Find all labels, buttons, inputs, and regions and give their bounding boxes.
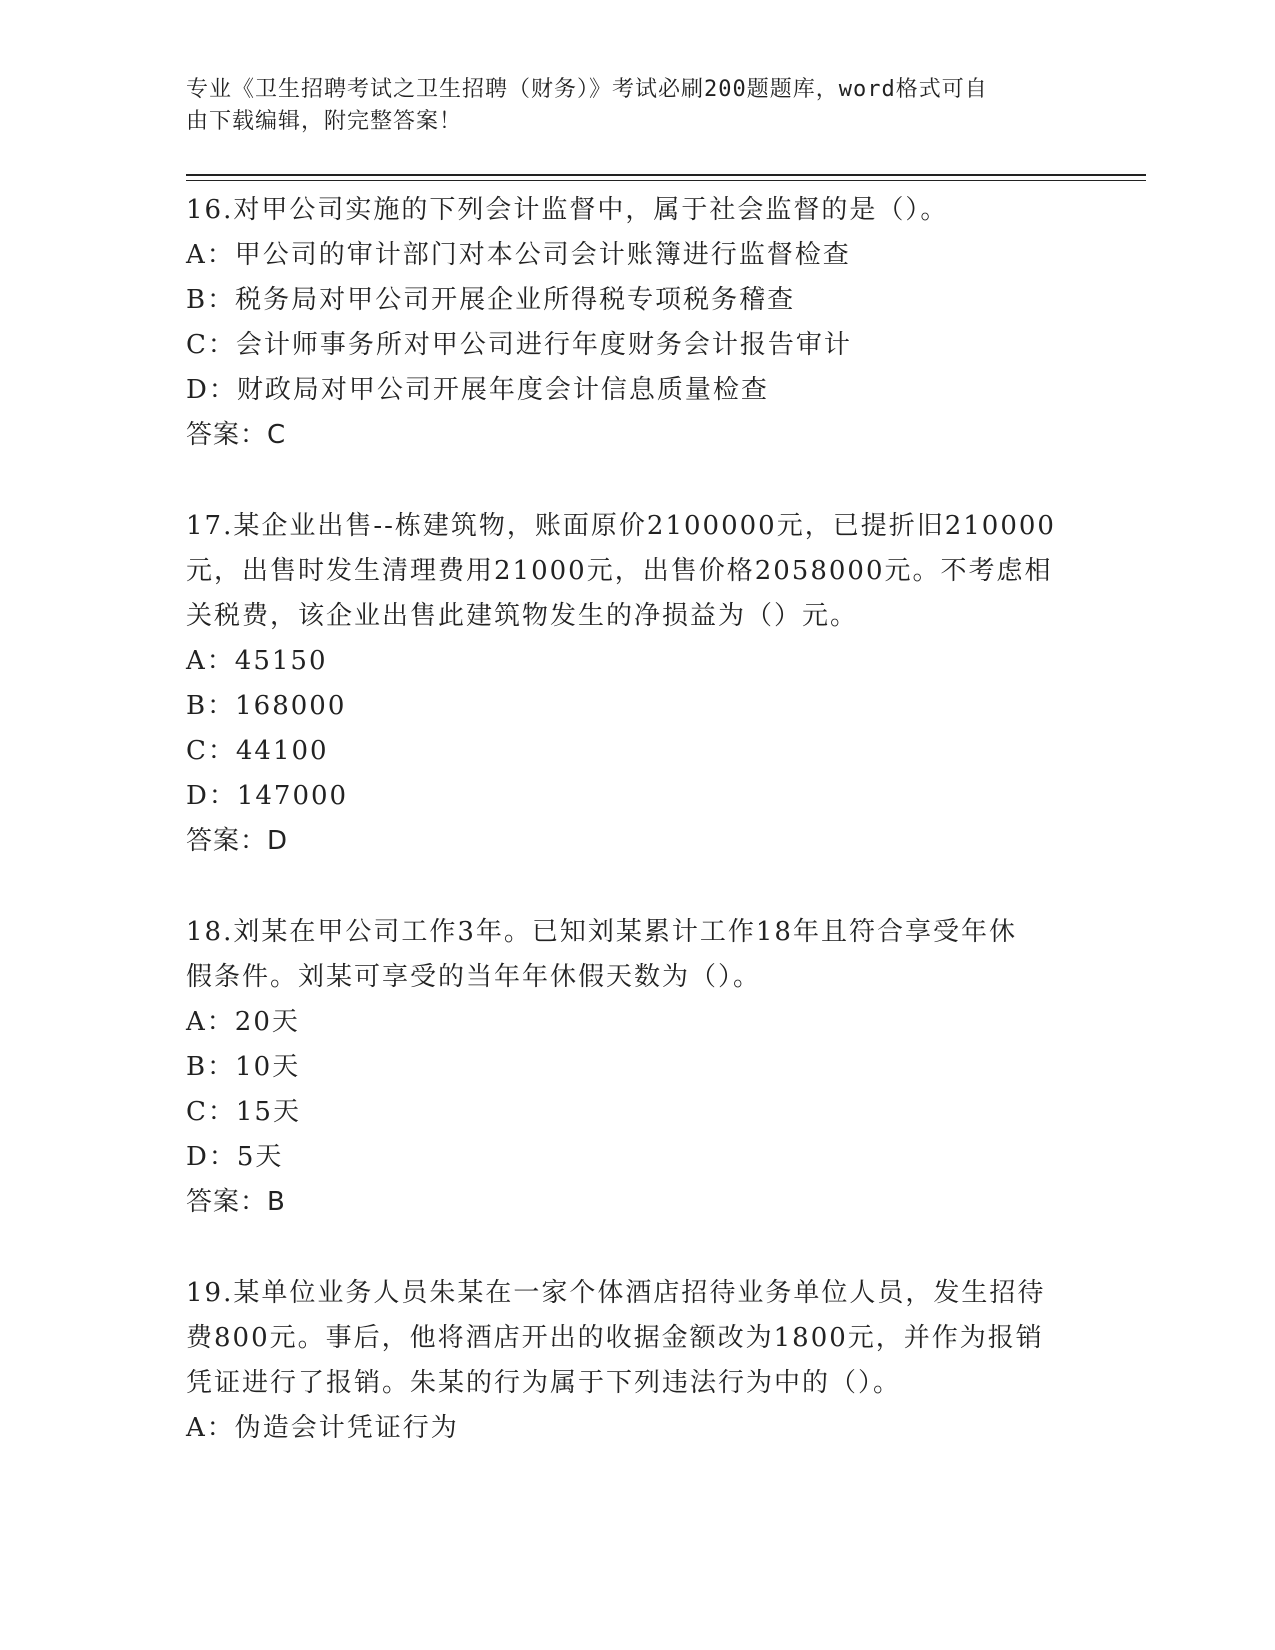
option-a: A：20天 <box>186 1007 300 1037</box>
question-16 <box>186 188 1076 458</box>
question-text: 假条件。刘某可享受的当年年休假天数为（）。 <box>186 962 762 992</box>
option-b: B：税务局对甲公司开展企业所得税专项税务稽查 <box>186 285 796 315</box>
question-list <box>186 188 1076 1451</box>
question-text: 凭证进行了报销。朱某的行为属于下列违法行为中的（）。 <box>186 1368 902 1398</box>
answer-label: 答案：C <box>186 420 287 450</box>
question-18 <box>186 910 1076 1225</box>
question-text: 19.某单位业务人员朱某在一家个体酒店招待业务单位人员，发生招待 <box>186 1278 1046 1308</box>
header-divider-thick <box>186 174 1146 176</box>
question-text: 费800元。事后，他将酒店开出的收据金额改为1800元，并作为报销 <box>186 1323 1044 1353</box>
question-text: 关税费，该企业出售此建筑物发生的净损益为（）元。 <box>186 601 859 631</box>
option-d: D：5天 <box>186 1142 284 1172</box>
option-c: C：会计师事务所对甲公司进行年度财务会计报告审计 <box>186 330 852 360</box>
question-text: 元，出售时发生清理费用21000元，出售价格2058000元。不考虑相 <box>186 556 1053 586</box>
option-a: A：甲公司的审计部门对本公司会计账簿进行监督检查 <box>186 240 851 270</box>
question-17 <box>186 504 1076 864</box>
header-line-1: 专业《卫生招聘考试之卫生招聘（财务）》考试必刷200题题库，word格式可自 <box>186 77 988 102</box>
document-header <box>186 74 1066 138</box>
option-c: C：44100 <box>186 736 329 766</box>
option-d: D：财政局对甲公司开展年度会计信息质量检查 <box>186 375 769 405</box>
question-text: 18.刘某在甲公司工作3年。已知刘某累计工作18年且符合享受年休 <box>186 917 1017 947</box>
answer-label: 答案：B <box>186 1187 286 1217</box>
question-text: 16.对甲公司实施的下列会计监督中，属于社会监督的是（）。 <box>186 195 949 225</box>
question-19 <box>186 1271 1076 1451</box>
option-d: D：147000 <box>186 781 349 811</box>
option-a: A：伪造会计凭证行为 <box>186 1413 459 1443</box>
header-divider-thin <box>186 180 1146 181</box>
answer-label: 答案：D <box>186 826 289 856</box>
option-a: A：45150 <box>186 646 328 676</box>
question-text: 17.某企业出售--栋建筑物，账面原价2100000元，已提折旧210000 <box>186 511 1056 541</box>
option-b: B：168000 <box>186 691 347 721</box>
option-b: B：10天 <box>186 1052 301 1082</box>
option-c: C：15天 <box>186 1097 301 1127</box>
header-line-2: 由下载编辑，附完整答案！ <box>186 109 463 134</box>
